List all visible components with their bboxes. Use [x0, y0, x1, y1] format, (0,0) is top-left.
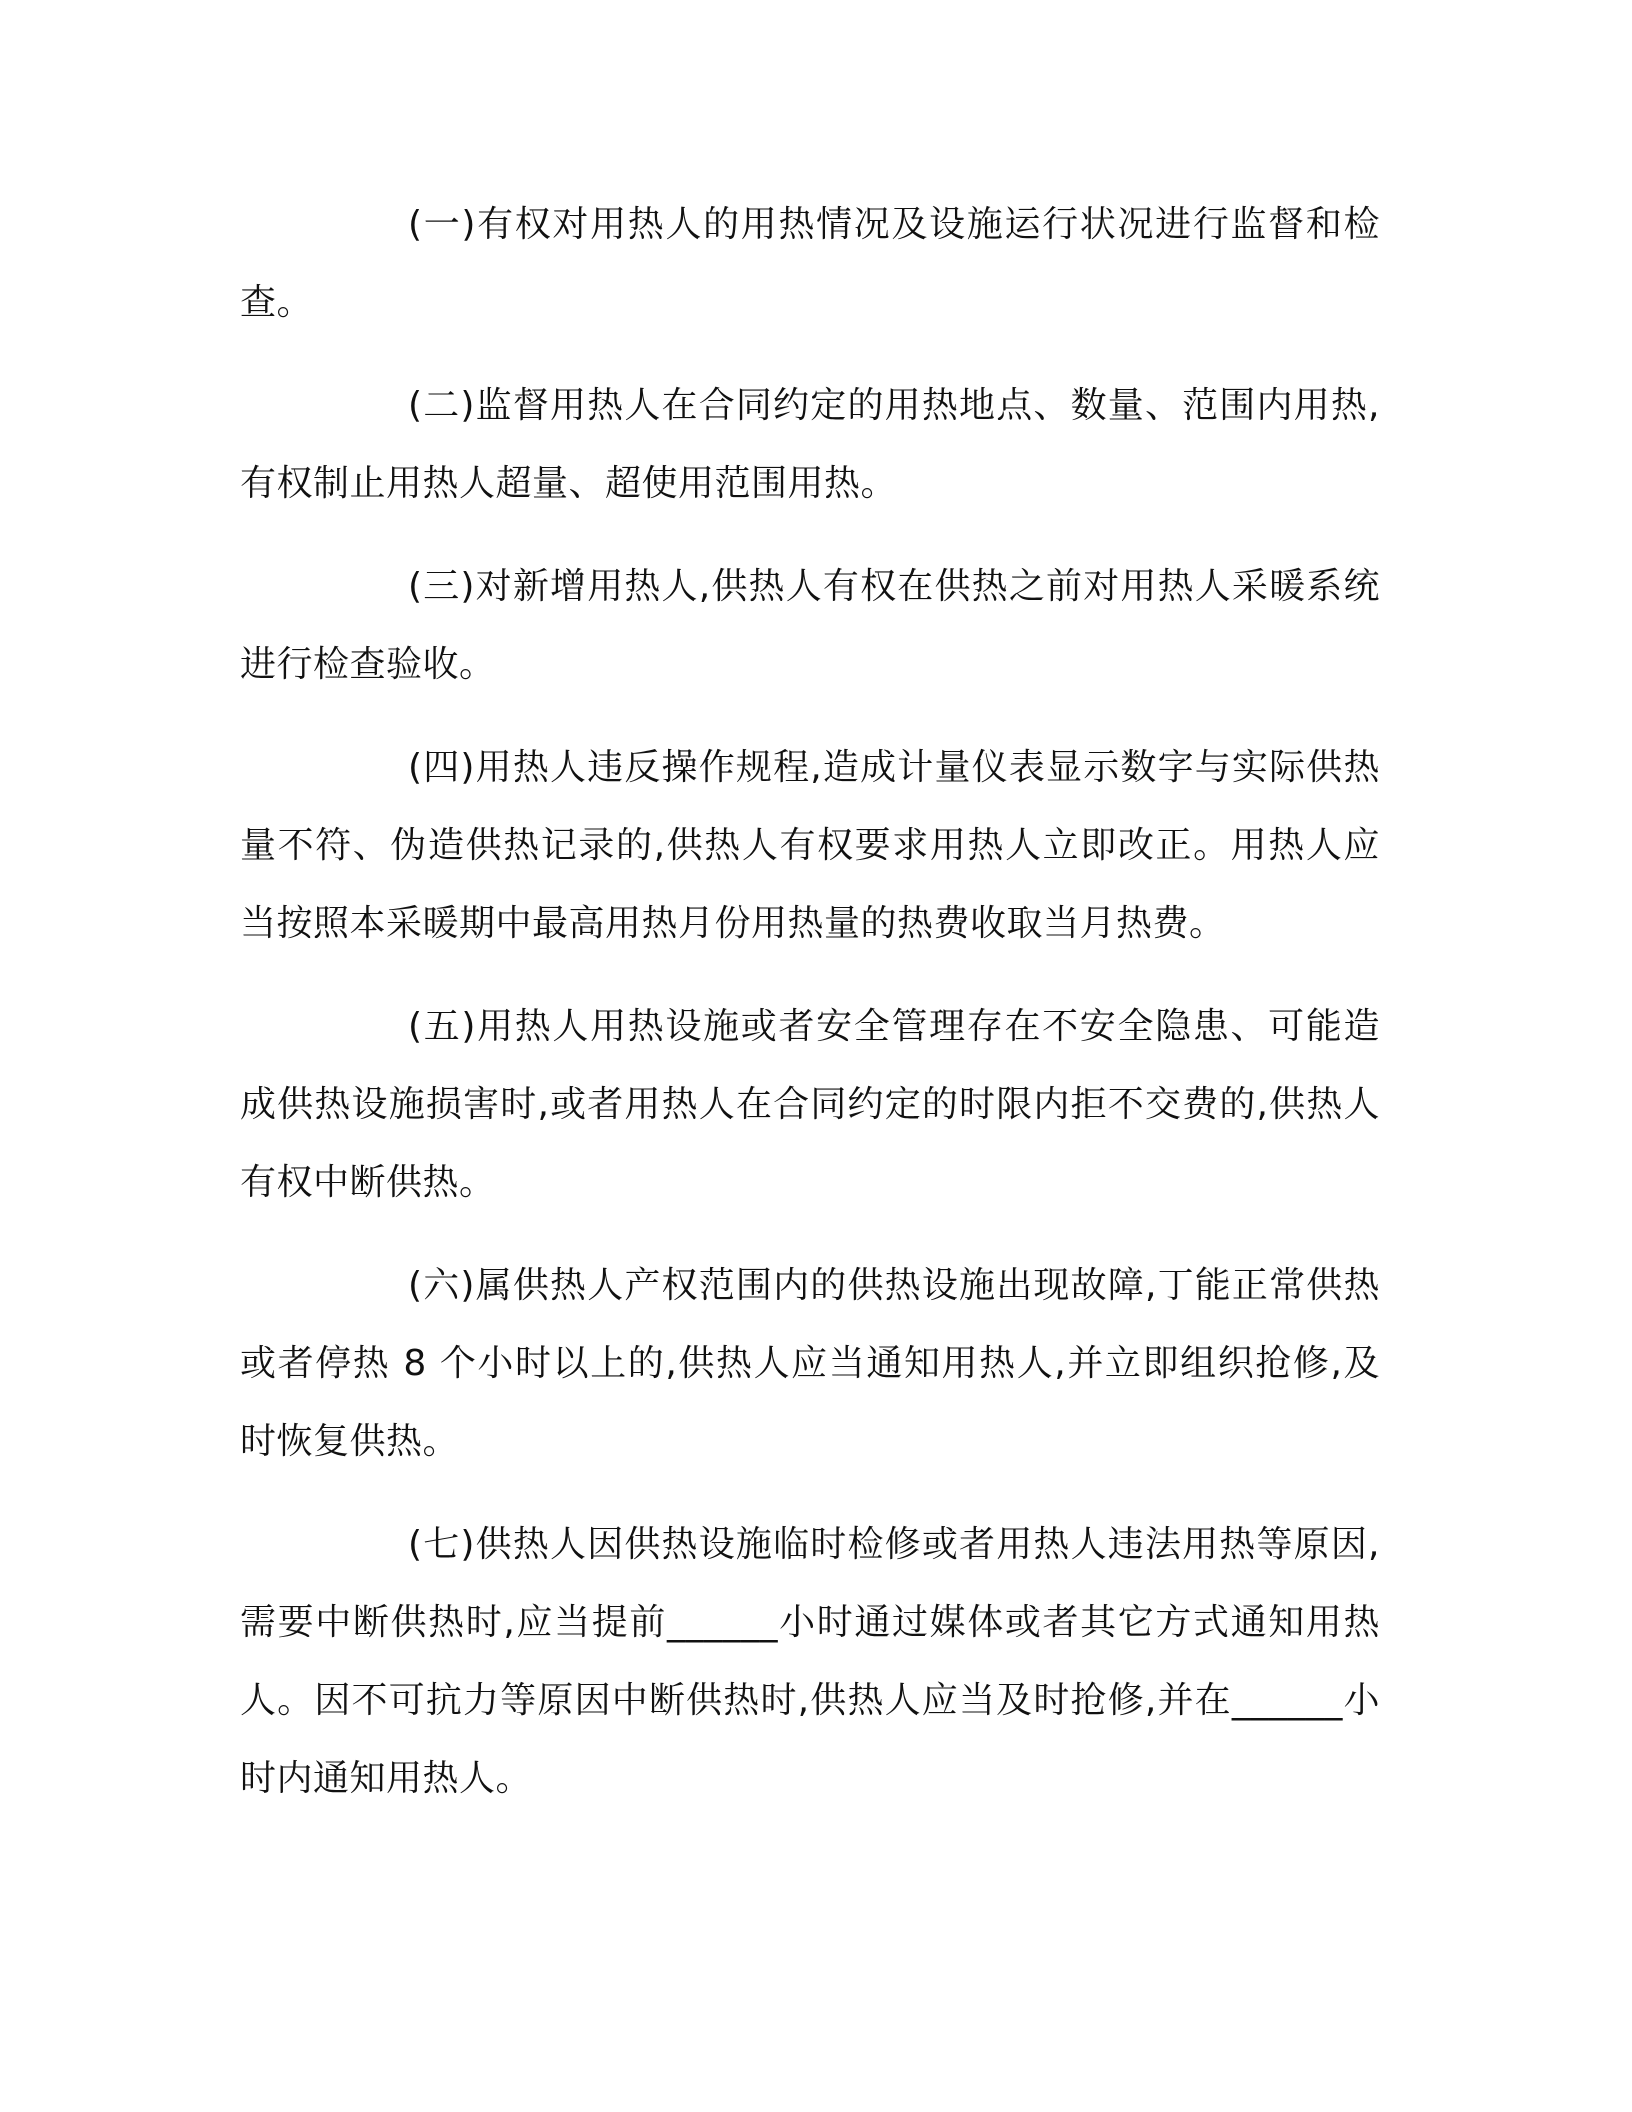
clause-6: (六)属供热人产权范围内的供热设施出现故障,丁能正常供热或者停热 8 个小时以上的,供热人应当通知用热人,并立即组织抢修,及时恢复供热。: [240, 1265, 1380, 1462]
clause-7: (七)供热人因供热设施临时检修或者用热人违法用热等原因,需要中断供热时,应当提前______小时通过媒体或者其它方式通知用热人。因不可抗力等原因中断供热时,供热人应当及时抢修,并在______小时内通知用热人。: [240, 1524, 1380, 1799]
clause-1: (一)有权对用热人的用热情况及设施运行状况进行监督和检查。: [240, 204, 1380, 323]
clause-4: (四)用热人违反操作规程,造成计量仪表显示数字与实际供热量不符、伪造供热记录的,供热人有权要求用热人立即改正。用热人应当按照本采暖期中最高用热月份用热量的热费收取当月热费。: [240, 747, 1380, 944]
clause-2: (二)监督用热人在合同约定的用热地点、数量、范围内用热,有权制止用热人超量、超使用范围用热。: [240, 385, 1380, 504]
document-body: [240, 186, 1380, 1843]
clause-5: (五)用热人用热设施或者安全管理存在不安全隐患、可能造成供热设施损害时,或者用热人在合同约定的时限内拒不交费的,供热人有权中断供热。: [240, 1006, 1380, 1203]
clause-3: (三)对新增用热人,供热人有权在供热之前对用热人采暖系统进行检查验收。: [240, 566, 1380, 685]
